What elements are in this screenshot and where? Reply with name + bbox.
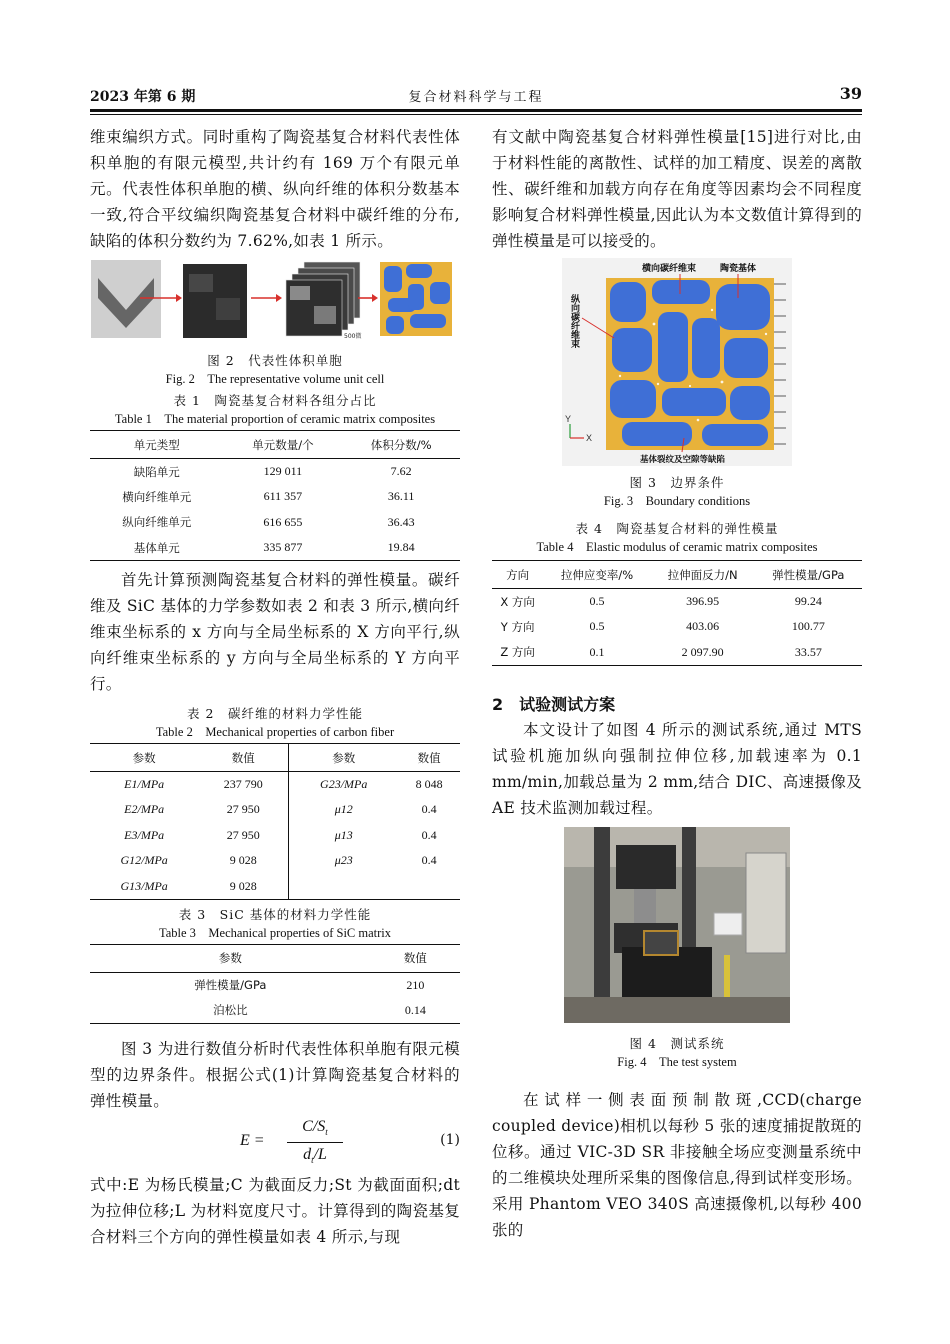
axis-y-label: Y	[565, 414, 572, 424]
table-cell: 2 097.90	[651, 640, 755, 666]
table-cell: 100.77	[791, 619, 825, 634]
formula-number: (1)	[440, 1131, 460, 1148]
annotation-transverse-fiber: 横向碳纤维束	[642, 264, 697, 274]
table-row	[90, 510, 460, 536]
right-paragraph-3: 在试样一侧表面预制散斑,CCD(charge coupled device)相机以每秒 5 张的速度捕捉散斑的位移。通过 VIC-3D SR 非接触全场应变测量系统中的二维模块处理所采集的图像信息,得到试样变形场。采用 Phantom VEO 340S 高速摄像机,以每秒 400 张的	[492, 1090, 862, 1239]
table-cell: 36.11	[387, 489, 415, 504]
column-header: 拉伸应变率/%	[543, 561, 650, 589]
table-row	[90, 484, 460, 510]
column-header: 拉伸面反力/N	[651, 561, 755, 589]
table-1-title-cn: 表 1 陶瓷基复合材料各组分占比	[173, 393, 377, 408]
column-header: 弹性模量/GPa	[755, 561, 862, 589]
figure-3	[562, 258, 792, 466]
table-4	[492, 560, 862, 666]
figure-2-caption-cn: 图 2 代表性体积单胞	[207, 353, 343, 368]
column-header: 单元数量/个	[224, 431, 343, 459]
table-cell: G13/MPa	[90, 874, 198, 900]
figure-3-caption-en: Fig. 3 Boundary conditions	[603, 494, 751, 508]
figure-4-caption-cn: 图 4 测试系统	[629, 1035, 725, 1051]
table-3	[90, 944, 460, 1024]
page-number: 39	[839, 84, 862, 103]
table-cell: μ23	[289, 848, 398, 874]
table-cell: 237 790	[223, 777, 263, 791]
column-header: 参数	[289, 744, 398, 772]
denominator-sub: t	[311, 1154, 314, 1165]
scale-label: 500微	[344, 333, 362, 340]
column-header: 参数	[90, 944, 371, 972]
table-2-title-en: Table 2 Mechanical properties of carbon fiber	[155, 725, 395, 739]
column-header: 单元类型	[90, 431, 224, 459]
table-cell: 19.84	[342, 535, 460, 561]
table-cell: μ12	[289, 797, 398, 823]
table-cell: G12/MPa	[120, 853, 168, 868]
table-cell: Z 方向	[492, 640, 543, 666]
table-header-row	[90, 744, 460, 772]
camera	[644, 931, 678, 955]
denominator-tail: /L	[313, 1145, 327, 1163]
left-paragraph-1: 维束编织方式。同时重构了陶瓷基复合材料代表性体积单胞的有限元模型,共计约有 169 万个有限元单元。代表性体积单胞的横、纵向纤维的体积分数基本一致,符合平纹编织陶瓷基复合材料中碳纤维的分布,缺陷的体积分数约为 7.62%,如表 1 所示。	[90, 128, 460, 250]
formula-numerator	[285, 1118, 345, 1137]
annotation-matrix: 陶瓷基体	[720, 264, 757, 274]
left-column	[90, 124, 460, 1250]
table-cell: 9 028	[198, 874, 288, 900]
table-1	[90, 430, 460, 561]
issue-label: 2023 年第 6 期	[90, 89, 196, 105]
table-cell: 弹性模量/GPa	[194, 978, 267, 992]
table-row	[492, 614, 862, 640]
table-cell: 0.1	[543, 640, 650, 666]
table-cell: 7.62	[390, 464, 412, 478]
table-cell: 611 357	[263, 489, 303, 504]
table-cell: 纵向纤维单元	[122, 515, 192, 530]
table-header-row	[90, 944, 460, 972]
table-cell: 8 048	[415, 777, 443, 791]
arrow-1-head	[176, 294, 182, 302]
table-cell: 0.5	[589, 594, 605, 608]
table-3-title-cn: 表 3 SiC 基体的材料力学性能	[178, 906, 372, 922]
figure-4-image	[564, 827, 790, 1023]
table-cell: 0.5	[589, 619, 605, 634]
light-panel	[714, 913, 742, 935]
column-header: 数值	[398, 744, 460, 772]
table-cell: 99.24	[794, 594, 822, 608]
column-header: 体积分数/%	[342, 431, 460, 459]
figure-2-caption-en: Fig. 2 The representative volume unit cell	[165, 372, 385, 386]
table-1-title-en: Table 1 The material proportion of ceramic matrix composites	[114, 412, 436, 426]
figure-4-caption-en: Fig. 4 The test system	[617, 1054, 737, 1069]
table-cell: 0.14	[371, 998, 460, 1024]
page-header	[90, 86, 862, 108]
right-paragraph-2: 本文设计了如图 4 所示的测试系统,通过 MTS 试验机施加纵向强制拉伸位移,加载速率为 0.1 mm/min,加载总量为 2 mm,结合 DIC、高速摄像及 AE 技术监测加载过程。	[492, 720, 862, 817]
table-cell: 0.4	[421, 827, 437, 842]
table-cell: μ13	[289, 823, 398, 849]
fraction-bar	[287, 1142, 343, 1143]
table-cell	[289, 874, 398, 900]
table-row	[492, 640, 862, 666]
table-cell	[398, 874, 460, 900]
table-row	[492, 589, 862, 615]
table-cell: X 方向	[500, 594, 535, 609]
cabinet	[746, 853, 786, 953]
arrow-3-head	[372, 294, 378, 302]
table-row	[90, 535, 460, 561]
table-2-title-cn: 表 2 碳纤维的材料力学性能	[187, 706, 363, 721]
table-cell: 210	[406, 977, 425, 992]
table-cell: 403.06	[686, 619, 720, 634]
table-cell: 0.4	[421, 802, 437, 817]
annotation-longitudinal-fiber: 纵向碳纤维束	[569, 294, 579, 348]
table-row	[90, 972, 460, 998]
table-cell: E1/MPa	[124, 777, 165, 791]
column-header: 方向	[492, 561, 543, 589]
table-cell: G23/MPa	[289, 772, 398, 798]
table-row	[90, 459, 460, 485]
table-cell: E3/MPa	[124, 827, 165, 842]
table-cell: 基体单元	[90, 535, 224, 561]
table-cell: 横向纤维单元	[122, 489, 192, 504]
left-paragraph-4: 式中:E 为杨氏模量;C 为截面反力;St 为截面面积;dt 为拉伸位移;L 为材料宽度尺寸。计算得到的陶瓷基复合材料三个方向的弹性模量如表 4 所示,与现	[90, 1175, 460, 1246]
axis-x-label: X	[586, 433, 593, 443]
journal-title: 复合材料科学与工程	[408, 90, 544, 105]
figure-4	[564, 827, 790, 1023]
table-2	[90, 743, 460, 900]
frame-column-left	[594, 827, 610, 1023]
table-3-title-en: Table 3 Mechanical properties of SiC matrix	[158, 925, 392, 940]
table-cell: 335 877	[224, 535, 343, 561]
table-header-row	[90, 431, 460, 459]
table-cell: 缺陷单元	[133, 464, 180, 479]
formula-denominator	[285, 1146, 345, 1165]
table-cell: E2/MPa	[124, 802, 165, 817]
table-cell: 9 028	[229, 853, 257, 868]
figure-3-image	[562, 258, 792, 466]
figure-2-image	[90, 258, 460, 344]
table-row	[90, 823, 460, 849]
column-header: 参数	[90, 744, 198, 772]
table-header-row	[492, 561, 862, 589]
arrow-2-head	[276, 294, 282, 302]
figure-2	[90, 258, 460, 344]
table-cell: 泊松比	[90, 998, 371, 1024]
table-row	[90, 874, 460, 900]
table-cell: 396.95	[686, 594, 720, 608]
annotation-defects: 基体裂纹及空隙等缺陷	[640, 455, 726, 465]
left-paragraph-3: 图 3 为进行数值分析时代表性体积单胞有限元模型的边界条件。根据公式(1)计算陶瓷基复合材料的弹性模量。	[90, 1039, 460, 1110]
formula-lhs: E =	[240, 1131, 265, 1149]
table-4-title-cn: 表 4 陶瓷基复合材料的弹性模量	[575, 521, 779, 536]
table-cell: 0.4	[421, 853, 437, 868]
section-heading: 2 试验测试方案	[492, 694, 616, 714]
cable-yellow	[724, 955, 730, 997]
table-cell: 27 950	[226, 802, 260, 817]
specimen	[634, 889, 656, 923]
column-header: 数值	[198, 744, 288, 772]
table-cell: 33.57	[755, 640, 862, 666]
table-row	[90, 998, 460, 1024]
formula-1	[90, 1114, 460, 1172]
floor	[564, 997, 790, 1023]
denominator-text: d	[303, 1145, 312, 1163]
right-paragraph-1: 有文献中陶瓷基复合材料弹性模量[15]进行对比,由于材料性能的离散性、试样的加工精度、误差的离散性、碳纤维和加载方向存在角度等因素均会不同程度影响复合材料弹性模量,因此认为本文数值计算得到的弹性模量是可以接受的。	[492, 128, 862, 250]
header-rule-thin	[90, 114, 862, 115]
load-cell	[616, 845, 676, 889]
table-cell: 36.43	[387, 514, 415, 529]
numerator-text: C/S	[302, 1117, 326, 1135]
table-row	[90, 848, 460, 874]
column-header: 数值	[371, 944, 460, 972]
table-4-title-en: Table 4 Elastic modulus of ceramic matrix composites	[536, 540, 818, 554]
right-column	[492, 124, 862, 1243]
table-cell: 27 950	[226, 827, 260, 842]
table-row	[90, 772, 460, 798]
table-cell: Y 方向	[500, 619, 535, 634]
numerator-sub: t	[325, 1126, 328, 1137]
ct-slices	[286, 262, 360, 336]
header-rule-thick	[90, 109, 862, 112]
table-cell: 129 011	[263, 464, 303, 478]
left-paragraph-2: 首先计算预测陶瓷基复合材料的弹性模量。碳纤维及 SiC 基体的力学参数如表 2 和表 3 所示,横向纤维束坐标系的 x 方向与全局坐标系的 X 方向平行,纵向纤维束坐标系的 y 方向与全局坐标系的 Y 方向平行。	[90, 571, 460, 693]
figure-3-caption-cn: 图 3 边界条件	[629, 475, 725, 490]
table-row	[90, 797, 460, 823]
table-cell: 616 655	[263, 514, 303, 529]
